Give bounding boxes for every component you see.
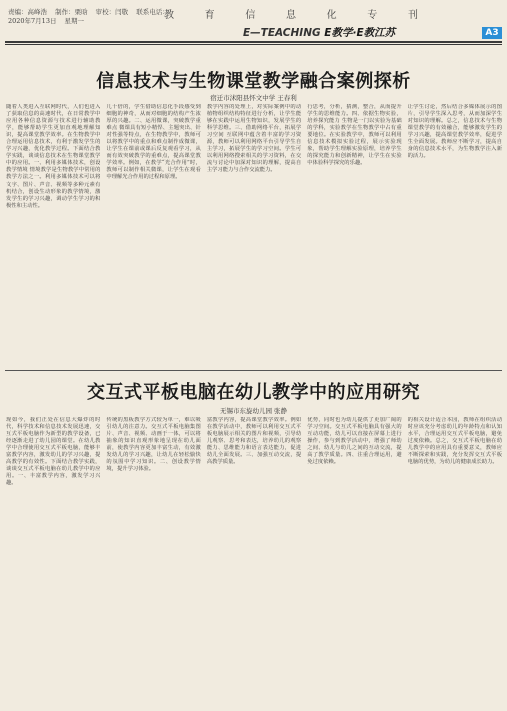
article-divider [5,370,502,371]
article-body [6,417,502,707]
motto-char: 育 [204,10,215,21]
motto-char: 教 [164,10,174,21]
column-motto [160,6,422,21]
motto-char: 化 [326,10,337,21]
header-rule-thin [5,44,502,45]
text-column: 传统的黑板教学方式较为单一，难以吸引幼儿的注意力。交互式平板电脑集图片、声音、视频、动画于一体，可以将抽象的知识直观形象地呈现在幼儿面前，使教学内容更加丰富生动，有效激发幼儿的学习兴趣，让幼儿在轻松愉快的氛围中学习知识。二、创设教学情境，提升学习体验。 [106,417,201,473]
issue-date: 2020年7月13日 [8,17,57,25]
page-number-badge: A3 [482,27,502,39]
text-column: 随着人类进入互联网时代，人们也进入了获取信息的高速时代，在日常教学中应用各种信息资源与技术进行辅助教学，能够帮助学生更加直观地理解知识，提高课堂教学效率。在生物教学中合理运用信息技术，有利于激发学生的学习兴趣，优化教学过程。下面结合教学实践，谈谈信息技术在生物课堂教学中的应用。一、利用多媒体技术，创设教学情境 情境教学是生物教学中常用的教学方法之一。利用多媒体技术可以将文字、图片、声音、视频等多种元素有机结合，创设生动形象的教学情境，激发学生的学习兴趣，调动学生学习的积极性和主动性。 [6,104,101,209]
brand-suffix: E教江苏 [356,27,396,39]
designer: 制作：栗晗 [55,8,88,16]
text-column: 让学生讨论，然后结合多媒体展示的图片，引导学生深入思考，从而加深学生对知识的理解。总之，信息技术与生物课堂教学的有效融合，能够激发学生的学习兴趣，提高课堂教学效率，促进学生全面发展。教师应不断学习，提高自身的信息技术水平，为生物教学注入新的活力。 [407,104,503,160]
motto-char: 信 [245,10,256,21]
proofreader: 审校：闫敬 [95,8,129,16]
section-brand [243,25,395,40]
motto-char: 息 [285,10,296,21]
article-byline: 宿迁市沭阳县怀文中学 王春利 [210,94,297,102]
header-rule [5,41,502,43]
motto-char: 专 [367,10,378,21]
page-header [0,0,507,38]
motto-char: 刊 [407,10,418,21]
text-column: 的相关设计适合本园，教师在组织活动时应该充分考虑幼儿的年龄特点和认知水平，合理运用交互式平板电脑，避免过度依赖。总之，交互式平板电脑在幼儿教学中的应用具有重要意义，教师应不断探索和实践，充分发挥交互式平板电脑的优势，为幼儿的健康成长助力。 [407,417,503,466]
article-title: 信息技术与生物课堂教学融合案例探析 [96,71,411,92]
phone: 联系电话： [136,8,169,16]
text-column: 教学内容的处理上，对实际案例中的动植物组织结构特征进行分析，让学生能够在实践中运用生物知识，发展学生的科学思维。三、借助网络平台，拓展学习空间 互联网中蕴含着丰富的学习资源，教师可以利用网络平台引导学生自主学习，拓展学生的学习空间。学生可以利用网络搜索相关的学习资料，在交流与讨论中加深对知识的理解，提高自主学习能力与合作交流能力。 [206,104,302,174]
text-column: 优势，同时也为幼儿提供了更加广阔的学习空间。交互式平板电脑具有强大的互动功能，幼儿可以直接在屏幕上进行操作，参与到教学活动中，增强了师幼之间、幼儿与幼儿之间的互动交流，提高了教学质量。四、注重合理运用，避免过度依赖。 [307,417,402,466]
article-body [6,104,502,366]
text-column: 现如今，我们正处在信息大爆炸的时代，科学技术和信息技术发展迅速，交互式平板电脑作为新型的教学设备，已经逐渐走进了幼儿园的课堂。在幼儿教学中合理使用交互式平板电脑，能够丰富教学内容，激发幼儿的学习兴趣，提高教学的有效性。下面结合教学实践，谈谈交互式平板电脑在幼儿教学中的应用。一、丰富教学内容，激发学习兴趣。 [6,417,101,487]
text-column: 几十倍的，学生借助信息化手段感受到细胞的神奇，从而对细胞的结构产生浓厚的兴趣。二、运用微课，突破教学重难点 微课具有短小精悍、主题突出、针对性强等特点，在生物教学中，教师可以将教学中的重点和难点制作成微课，让学生在课前或课后反复观看学习，从而有效突破教学的重难点，提高课堂教学效率。例如，在教学“光合作用”时，教师可以制作相关微课，让学生在观看中理解光合作用的过程和原理。 [106,104,201,181]
text-column: 富教学内容，提高课堂教学效率。例如在教学活动中，教师可以利用交互式平板电脑展示相关的图片和视频，引导幼儿观察、思考和表达，培养幼儿的观察能力、思维能力和语言表达能力，促进幼儿全面发展。三、加强互动交流，提高教学质量。 [206,417,302,466]
issue-weekday: 星期一 [64,17,85,25]
text-column: 行思考，分析，猜测，整合，从而提升学生的思维能力。四、依据生物实验，培养探究能力 生物是一门以实验为基础的学科，实验教学在生物教学中占有重要地位。在实验教学中，教师可以利用信息技术模拟实验过程，展示实验现象，帮助学生理解实验原理，培养学生的探究能力和创新精神，让学生在实验中体验科学探究的乐趣。 [307,104,402,167]
article-title: 交互式平板电脑在幼儿教学中的应用研究 [87,382,420,403]
editorial-info [8,8,175,26]
editor: 责编：高峰浩 [8,8,47,16]
brand-middle: E教学· [324,27,357,39]
brand-prefix: E—TEACHING [243,27,325,39]
article-byline: 无锡市东旋幼儿园 张静 [219,407,288,415]
